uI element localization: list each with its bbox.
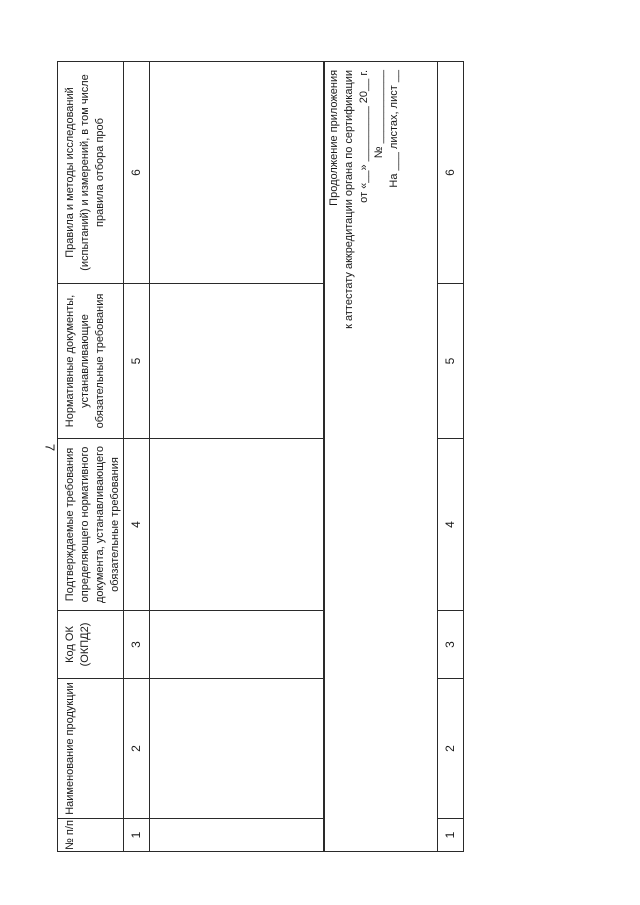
annex-line-5: На ___ листах, лист __ [388, 69, 400, 188]
annex-line-2: к аттестату аккредитации органа по сертификации [343, 69, 355, 329]
annex-caption-cell [325, 61, 438, 851]
column-number-row-repeat [438, 61, 464, 851]
column-number: 1 [438, 819, 464, 852]
column-number: 3 [124, 611, 150, 679]
column-number: 1 [124, 819, 150, 852]
table-cell [150, 62, 324, 284]
table-cell [150, 819, 324, 852]
annex-line-1: Продолжение приложения [328, 69, 340, 206]
header-product-name: Наименование продукции [58, 679, 124, 819]
header-normative-docs: Нормативные документы, устанавливающие обязательные требования [58, 284, 124, 439]
table-cell [150, 284, 324, 439]
attestation-annex-table [57, 62, 583, 852]
table-cell [150, 611, 324, 679]
column-number: 6 [124, 62, 150, 284]
column-number: 5 [438, 284, 464, 439]
annex-line-4: № ____________ [373, 69, 385, 159]
column-number: 3 [438, 611, 464, 679]
table-cell [150, 679, 324, 819]
header-methods: Правила и методы исследований (испытаний) и измерений, в том числе правила отбора проб [58, 62, 124, 284]
column-number: 4 [438, 439, 464, 611]
table-header-row [58, 62, 124, 852]
page-number: 7 [42, 443, 58, 452]
column-number: 6 [438, 61, 464, 283]
header-num: № п/п [58, 819, 124, 852]
table-cell [150, 439, 324, 611]
column-number: 2 [438, 679, 464, 819]
column-number: 5 [124, 284, 150, 439]
column-number: 4 [124, 439, 150, 611]
column-number: 2 [124, 679, 150, 819]
header-requirements: Подтверждаемые требования определяющего нормативного документа, устанавливающего обязательные требования [58, 439, 124, 611]
column-number-row [124, 62, 150, 852]
annex-caption [327, 70, 402, 329]
annex-header-row [325, 61, 438, 851]
table-body-row [150, 62, 324, 852]
annex-line-3: от «__» _________ 20__ г. [358, 69, 370, 203]
header-okpd-code: Код ОК (ОКПД2) [58, 611, 124, 679]
